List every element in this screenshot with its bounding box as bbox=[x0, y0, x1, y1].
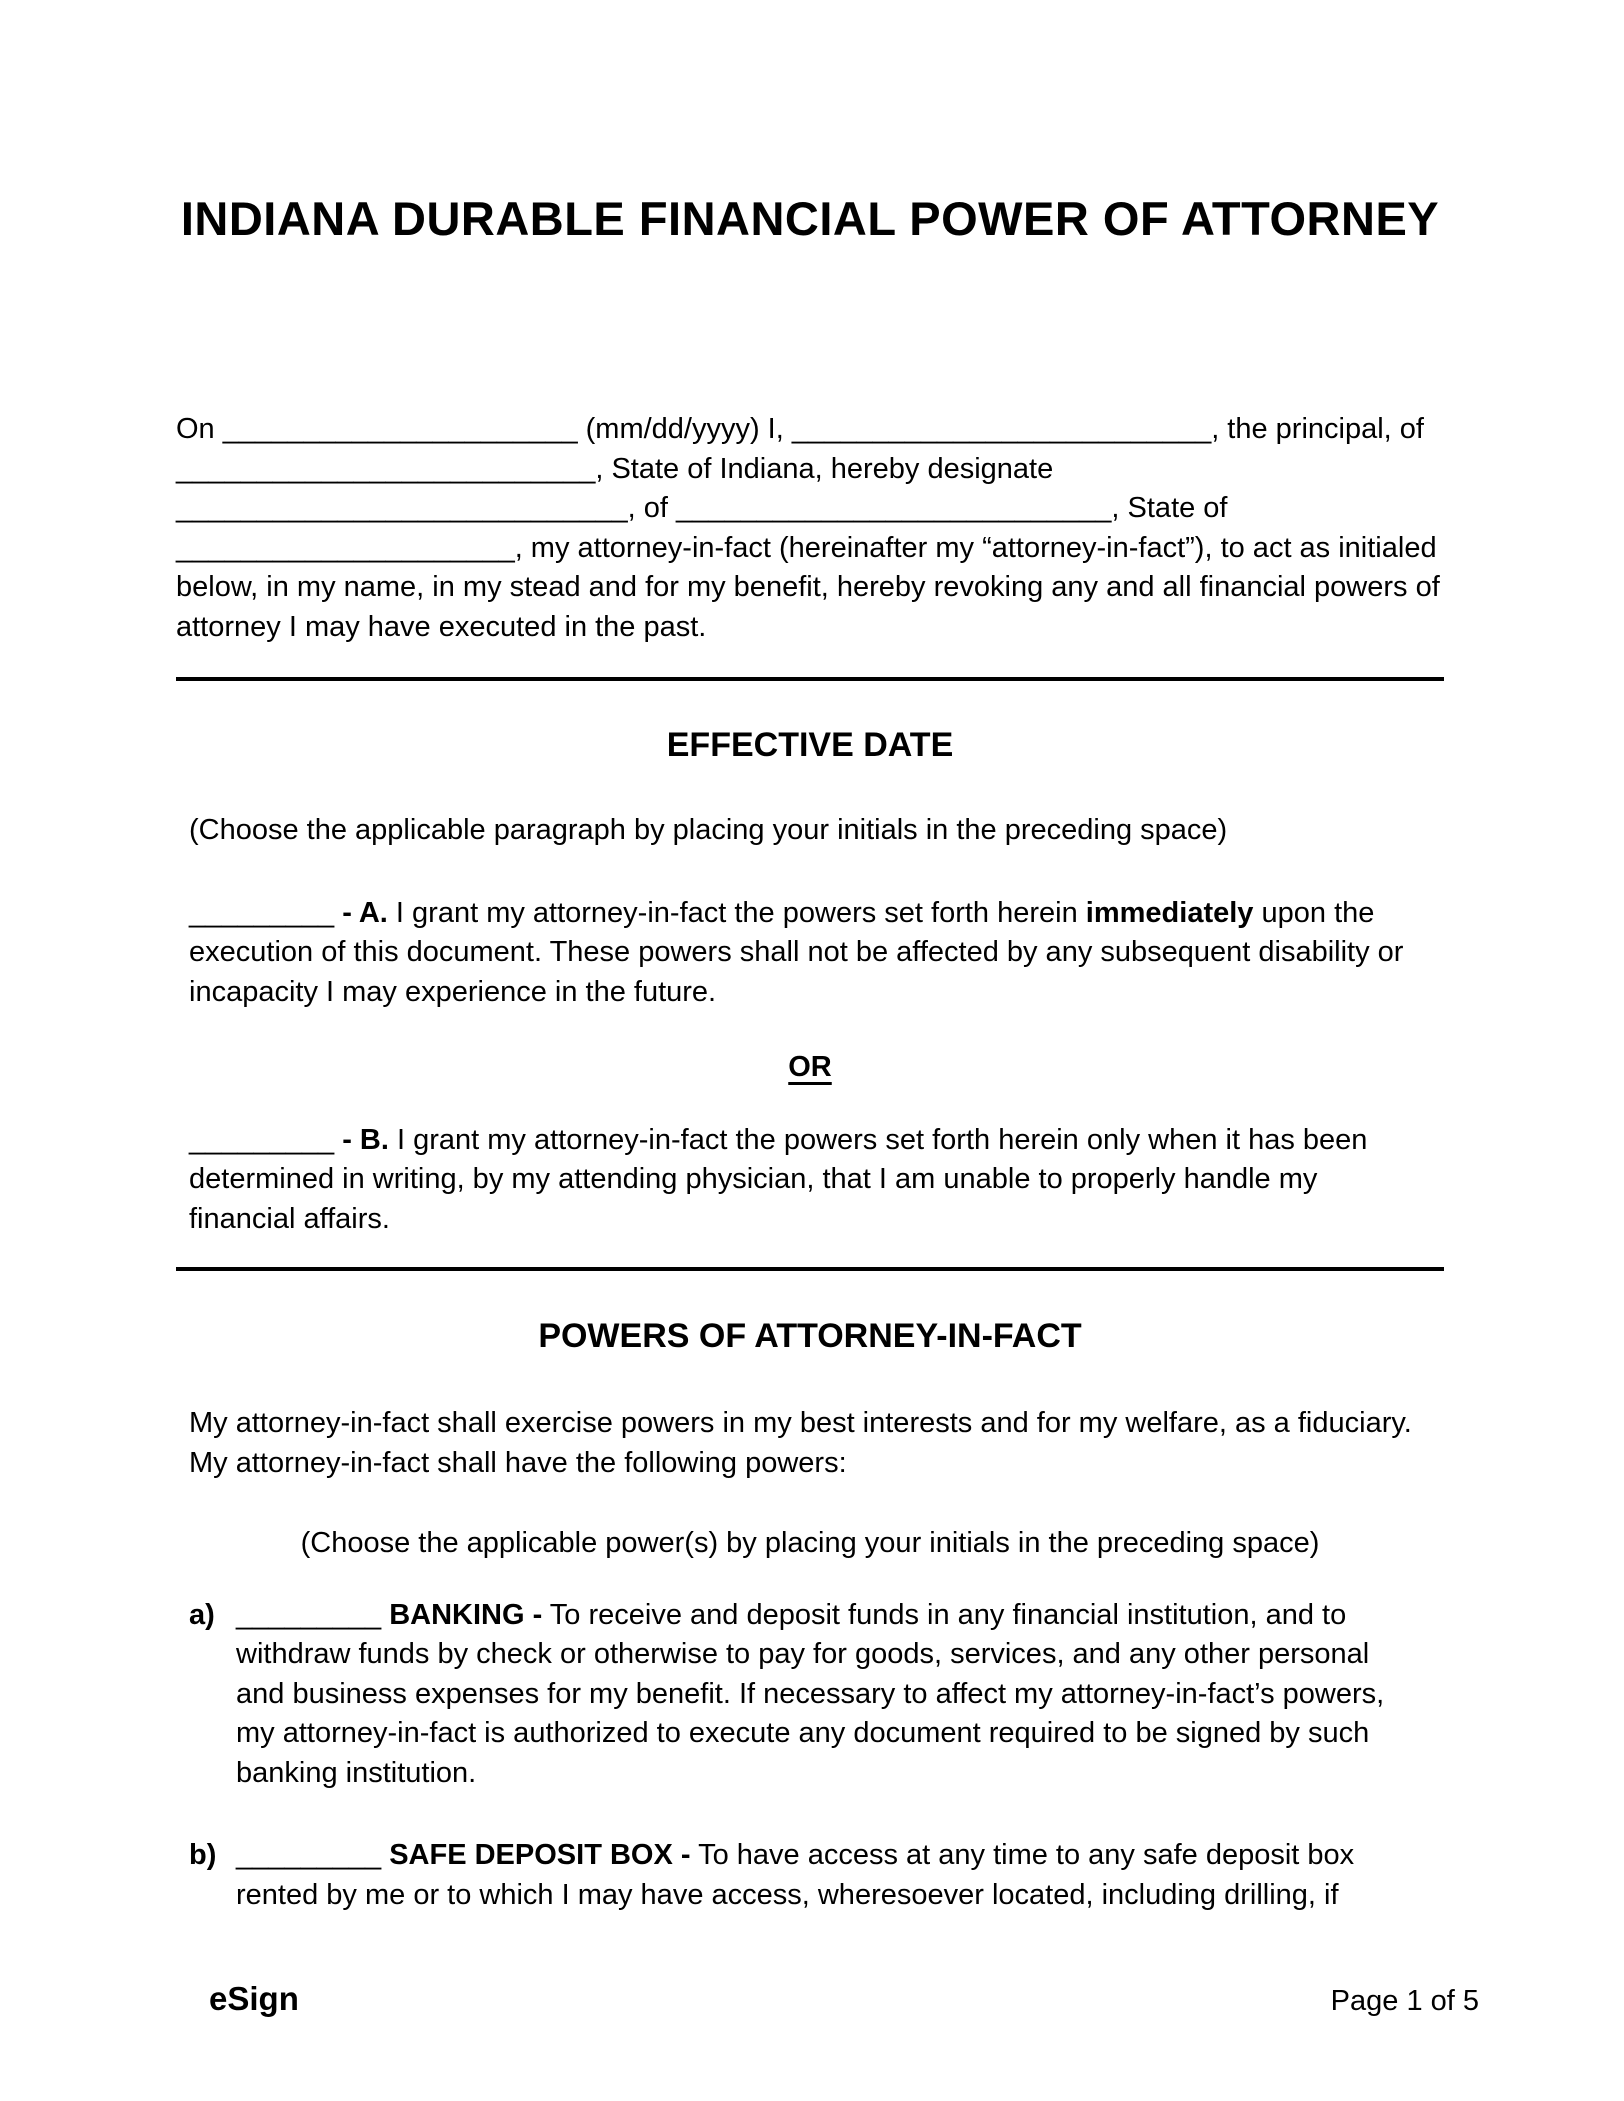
text-line: _________ SAFE DEPOSIT BOX - To have access at any time to any safe deposit box bbox=[236, 1839, 1355, 1871]
text-line: ____________________________, of ___________________________, State of bbox=[176, 492, 1228, 524]
item-text bbox=[236, 1836, 1444, 1915]
document-title: INDIANA DURABLE FINANCIAL POWER OF ATTORNEY bbox=[180, 192, 1440, 245]
section-divider bbox=[176, 677, 1444, 681]
item-label: b) bbox=[189, 1839, 217, 1871]
intro-paragraph bbox=[176, 410, 1444, 647]
text-line: rented by me or to which I may have access, wheresoever located, including drilling, if bbox=[236, 1878, 1339, 1911]
text-line: __________________________, State of Indiana, hereby designate bbox=[176, 452, 1054, 485]
or-separator-label: OR bbox=[788, 1051, 832, 1083]
text-line: _________ BANKING - To receive and deposit funds in any financial institution, and to bbox=[236, 1598, 1347, 1631]
effective-date-instruction: (Choose the applicable paragraph by placing your initials in the preceding space) bbox=[189, 814, 1228, 846]
text-line: attorney I may have executed in the past. bbox=[176, 610, 707, 643]
esign-logo: eSign bbox=[209, 1980, 299, 2017]
effective-date-heading: EFFECTIVE DATE bbox=[666, 726, 954, 764]
text-line: and business expenses for my benefit. If necessary to affect my attorney-in-fact’s powers, bbox=[236, 1677, 1385, 1710]
page-footer bbox=[209, 1980, 1479, 2018]
text-line: banking institution. bbox=[236, 1756, 477, 1789]
text-line: My attorney-in-fact shall have the following powers: bbox=[189, 1446, 847, 1479]
text-line: withdraw funds by check or otherwise to pay for goods, services, and any other personal bbox=[236, 1638, 1370, 1670]
text-line: below, in my name, in my stead and for my benefit, hereby revoking any and all financial powers of bbox=[176, 571, 1440, 603]
text-line: determined in writing, by my attending physician, that I am unable to properly handle my bbox=[189, 1163, 1318, 1195]
option-a-paragraph bbox=[189, 894, 1444, 1013]
page-indicator: Page 1 of 5 bbox=[1330, 1985, 1479, 2017]
text-line: execution of this document. These powers shall not be affected by any subsequent disability or bbox=[189, 936, 1404, 968]
text-line: _________ - A. I grant my attorney-in-fact the powers set forth herein immediately upon the bbox=[189, 896, 1375, 929]
text-line: My attorney-in-fact shall exercise powers in my best interests and for my welfare, as a fiduciary. bbox=[189, 1407, 1412, 1439]
section-divider bbox=[176, 1267, 1444, 1271]
powers-heading: POWERS OF ATTORNEY-IN-FACT bbox=[538, 1317, 1082, 1355]
option-b-paragraph bbox=[189, 1121, 1444, 1240]
powers-intro-paragraph bbox=[189, 1404, 1444, 1483]
item-label: a) bbox=[189, 1598, 215, 1631]
power-item-banking bbox=[189, 1596, 1444, 1794]
text-line: my attorney-in-fact is authorized to execute any document required to be signed by such bbox=[236, 1717, 1370, 1749]
text-line: On ______________________ (mm/dd/yyyy) I, __________________________, the principal, of bbox=[176, 413, 1424, 445]
text-line: _____________________, my attorney-in-fact (hereinafter my “attorney-in-fact”), to act as initialed bbox=[176, 531, 1437, 564]
power-item-safe-deposit-box bbox=[189, 1836, 1444, 1915]
powers-instruction: (Choose the applicable power(s) by placing your initials in the preceding space) bbox=[300, 1527, 1320, 1559]
text-line: incapacity I may experience in the future. bbox=[189, 975, 717, 1008]
text-line: financial affairs. bbox=[189, 1202, 390, 1235]
or-separator bbox=[176, 1048, 1444, 1088]
text-line: _________ - B. I grant my attorney-in-fact the powers set forth herein only when it has been bbox=[189, 1123, 1368, 1156]
item-text bbox=[236, 1596, 1444, 1794]
